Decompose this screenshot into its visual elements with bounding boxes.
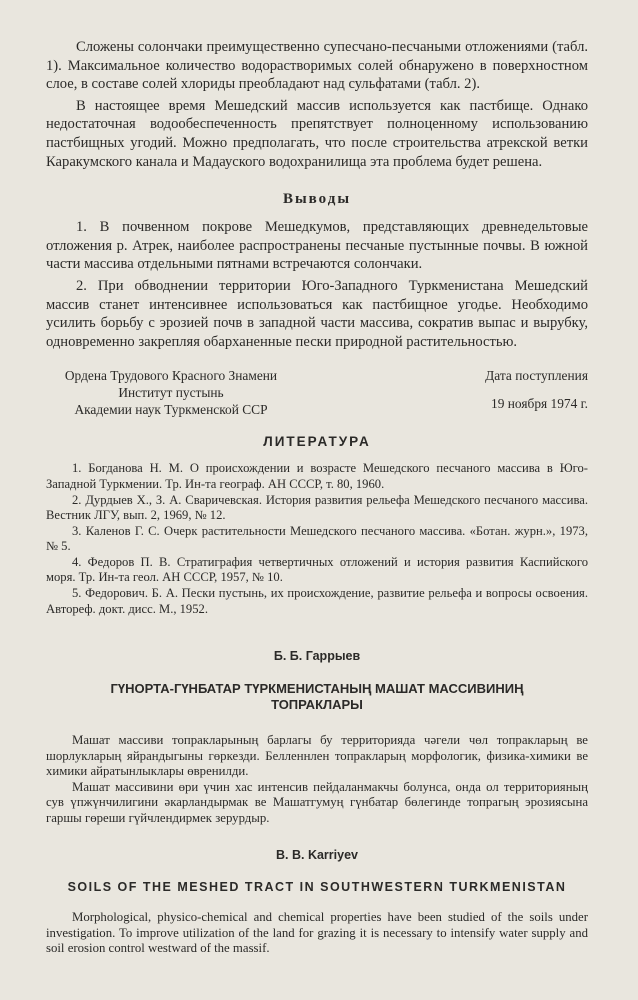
turkmen-summary-paragraph-1: Машат массиви топракларының барлагы бу территорияда чәгели чөл топракларың ве шорлукларың яйрандыгыны гөркезди. Белленнлен топракларың морфологик, физика-химики ве химики айратынлыклары өвренилди.: [46, 733, 588, 779]
institution-line-2: Институт пустынь: [118, 385, 224, 401]
reference-item: 2. Дурдыев Х., З. А. Сваричевская. История развития рельефа Мешедского песчаного массива. Вестник ЛГУ, вып. 2, 1969, № 12.: [46, 492, 588, 523]
turkmen-summary-paragraph-2: Машат массивини өри үчин хас интенсив пейдаланмакчы болунса, онда ол территорияның сув үпжүнчилигини әкарландырмак ве Машатгумуң гүнбатар бөлегинде топрагың эрозиясына гаршы гөреши гүйчлендирмек зерурдыр.: [46, 779, 588, 825]
turkmen-summary: [46, 733, 588, 826]
institution: [46, 367, 296, 418]
turkmen-summary-title: ГҮНОРТА-ГҮНБАТАР ТҮРКМЕНИСТАНЫҢ МАШАТ МАССИВИНИҢ ТОПРАКЛАРЫ: [110, 681, 524, 713]
conclusion-item-2: 2. При обводнении территории Юго-Западного Туркменистана Мешедский массив станет интенсивнее использоваться как пастбищное угодье. Необходимо усилить борьбу с эрозией почв в западной части массива, сократив выпас и вырубку, одновременно закрепляя обарханенные пески природной растительностью.: [46, 277, 588, 350]
conclusions-section: [46, 218, 588, 351]
literature-title: ЛИТЕРАТУРА: [263, 434, 371, 450]
english-summary-paragraph: Morphological, physico-chemical and chemical properties have been studied of the soils under investigation. To improve utilization of the land for grazing it is necessary to intensify water supply and soil erosion control westward of the massif.: [46, 910, 588, 956]
turkmen-summary-author: Б. Б. Гаррыев: [273, 649, 361, 664]
reference-item: 5. Федорович. Б. А. Пески пустынь, их происхождение, развитие рельефа и вопросы освоения. Автореф. докт. дисс. М., 1952.: [46, 586, 588, 616]
conclusions-heading: Выводы: [282, 191, 352, 208]
affiliation-block: [46, 367, 588, 418]
english-summary-title: SOILS OF THE MESHED TRACT IN SOUTHWESTERN TURKMENISTAN: [67, 880, 567, 895]
reference-item: 3. Каленов Г. С. Очерк растительности Мешедского песчаного массива. «Ботан. журн.», 1973, № 5.: [46, 523, 588, 554]
institution-line-1: Ордена Трудового Красного Знамени: [64, 368, 278, 384]
received-date: [438, 367, 588, 418]
reference-item: 4. Федоров П. В. Стратиграфия четвертичных отложений и история развития Каспийского моря. Тр. Ин-та геол. АН СССР, 1957, № 10.: [46, 554, 588, 585]
intro-paragraph-2: В настоящее время Мешедский массив используется как пастбище. Однако недостаточная водообеспеченность препятствует полноценному использованию пастбищных угодий. Можно предполагать, что после строительства атрекской ветки Каракумского канала и Мадауского водохранилища эта проблема будет решена.: [46, 97, 588, 170]
english-summary-author: B. B. Karriyev: [276, 848, 358, 863]
received-date-label: Дата поступления: [485, 368, 588, 384]
received-date-value: 19 ноября 1974 г.: [491, 396, 588, 412]
intro-section: [46, 38, 588, 171]
intro-paragraph-1: Сложены солончаки преимущественно супесчано-песчаными отложениями (табл. 1). Максимальное количество водорастворимых солей обнаружено в поверхностном слое, в составе солей хлориды преобладают над сульфатами (табл. 2).: [46, 39, 588, 93]
reference-item: 1. Богданова Н. М. О происхождении и возрасте Мешедского песчаного массива в Юго-Западной Туркмении. Тр. Ин-та географ. АН СССР, т. 80, 1960.: [46, 461, 588, 491]
reference-list: [46, 461, 588, 617]
conclusion-item-1: 1. В почвенном покрове Мешедкумов, представляющих древнедельтовые отложения р. Атрек, наиболее распространены песчаные пустынные почвы. В южной части массива отдельными пятнами встречаются солончаки.: [46, 219, 588, 273]
institution-line-3: Академии наук Туркменской ССР: [74, 402, 268, 418]
